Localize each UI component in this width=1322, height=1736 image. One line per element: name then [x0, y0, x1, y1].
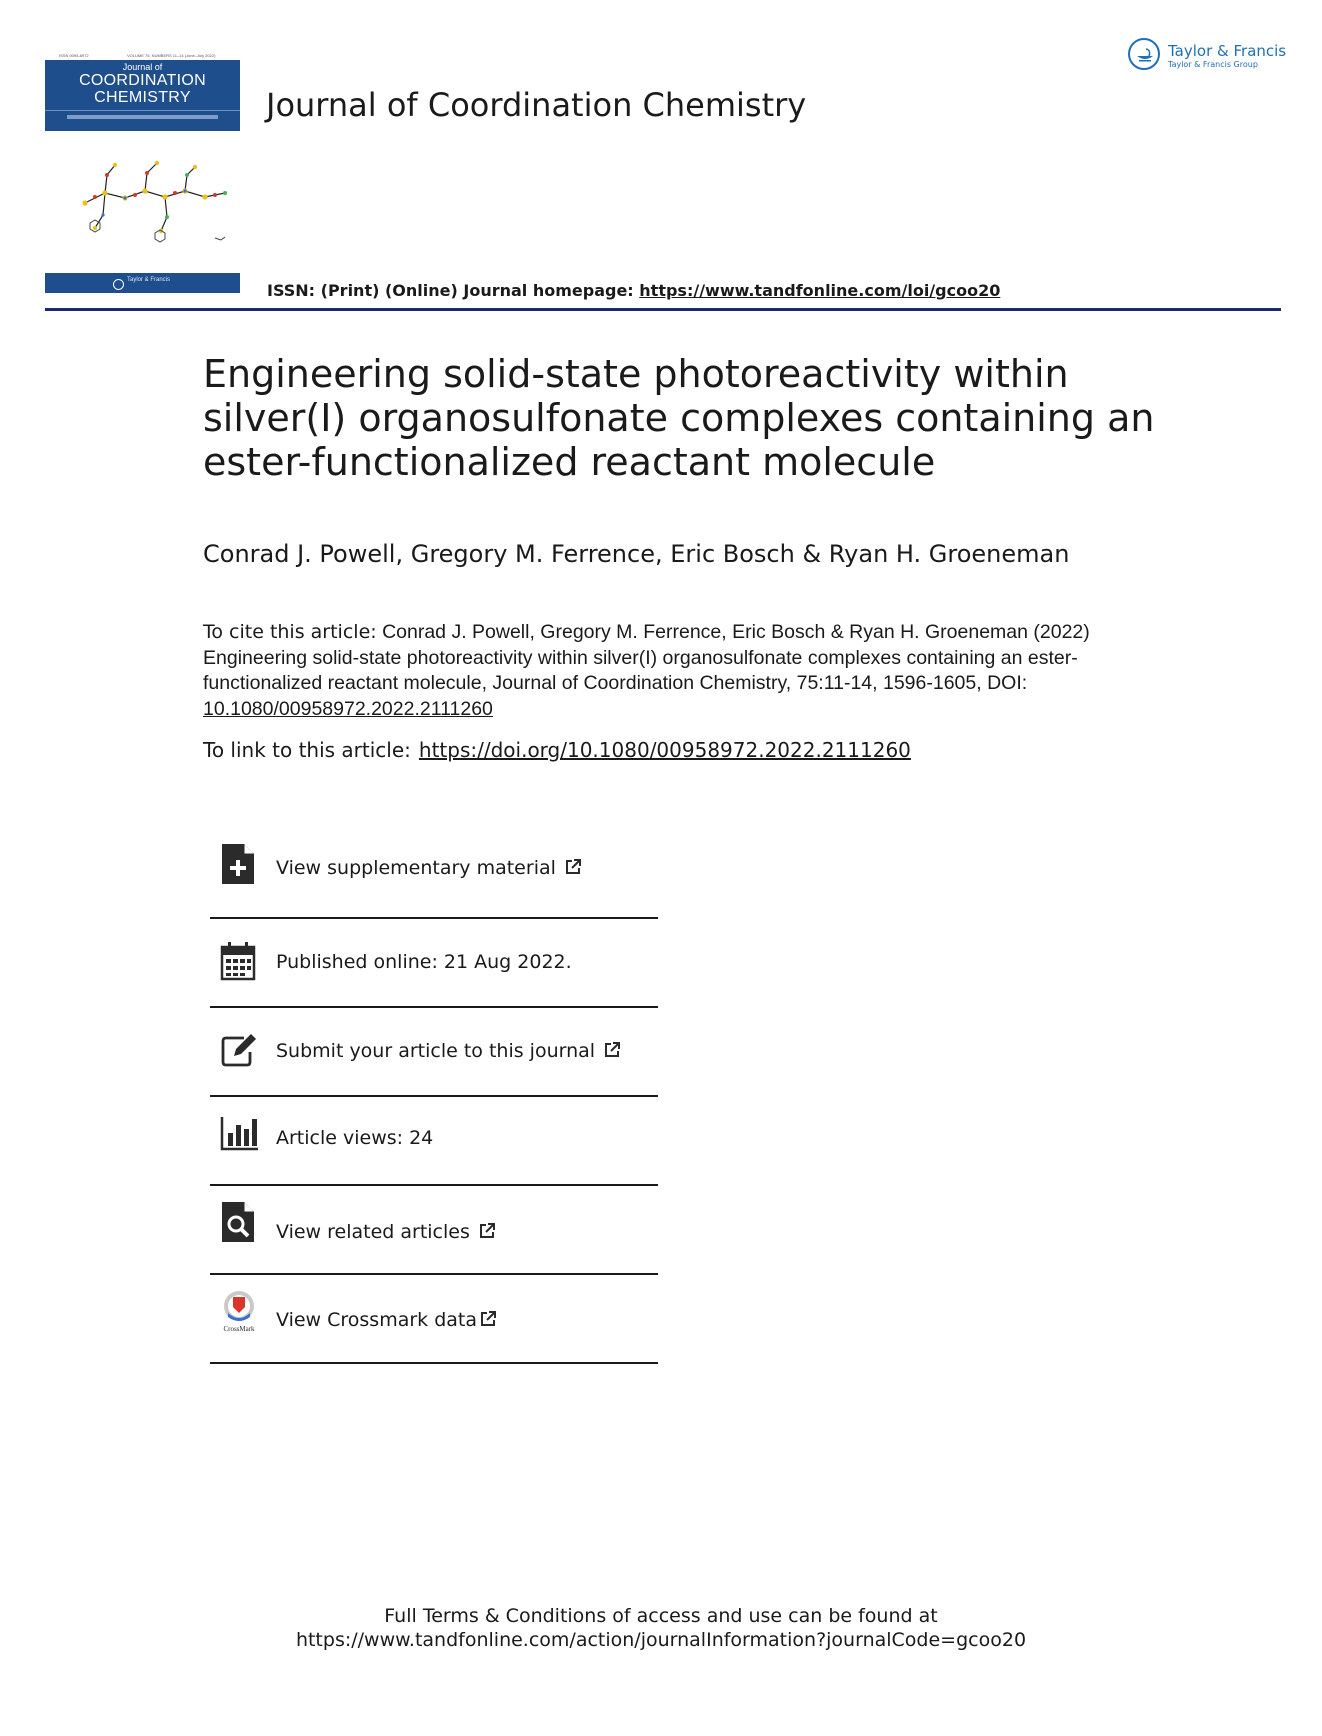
- issn-text: ISSN: (Print) (Online) Journal homepage:: [267, 281, 640, 300]
- citation-text: Conrad J. Powell, Gregory M. Ferrence, Eric Bosch & Ryan H. Groeneman (2022) Engineering solid-state photoreactivity within silver(I) organosulfonate complexes containing an ester-functionalized reactant molecule, Journal of Coordination Chemistry, 75:11-14, 1596-1605, DOI:: [203, 621, 1090, 694]
- crossmark-label: View Crossmark data: [276, 1309, 478, 1331]
- related-articles-label: View related articles: [276, 1221, 470, 1243]
- external-link-icon: [478, 1222, 496, 1240]
- article-info-list: [210, 830, 658, 1364]
- cover-volume: VOLUME 75, NUMBERS 11–14 (June–July 2022): [127, 53, 216, 58]
- citation-block: [203, 620, 1143, 722]
- article-views-row: [210, 1097, 658, 1186]
- crossmark-icon: [220, 1289, 258, 1333]
- submit-article-row[interactable]: [210, 1008, 658, 1097]
- article-title-line: Engineering solid-state photoreactivity within: [203, 352, 1069, 396]
- molecule-illustration: [75, 153, 235, 253]
- supplementary-material-link[interactable]: [276, 857, 582, 879]
- article-link-line: [203, 738, 911, 762]
- cover-publisher: Taylor & Francis: [127, 277, 171, 283]
- publisher-group: Taylor & Francis Group: [1168, 60, 1258, 69]
- search-file-icon: [220, 1200, 258, 1244]
- supplementary-material-label: View supplementary material: [276, 857, 556, 879]
- published-online-label: Published online: 21 Aug 2022.: [276, 951, 572, 973]
- external-link-icon: [603, 1041, 621, 1059]
- bar-chart-icon: [220, 1111, 258, 1155]
- cover-coordination: COORDINATION: [79, 72, 206, 89]
- crossmark-caption: CrossMark: [223, 1325, 255, 1333]
- terms-url[interactable]: https://www.tandfonline.com/action/journalInformation?journalCode=gcoo20: [295, 1629, 1027, 1651]
- crossmark-row[interactable]: [210, 1275, 658, 1364]
- related-articles-row[interactable]: [210, 1186, 658, 1275]
- publisher-logo[interactable]: [1128, 38, 1288, 78]
- article-authors: Conrad J. Powell, Gregory M. Ferrence, Eric Bosch & Ryan H. Groeneman: [203, 540, 1070, 568]
- calendar-icon: [220, 941, 258, 985]
- published-online-row: [210, 919, 658, 1008]
- header-divider: [45, 308, 1281, 311]
- terms-footer: [0, 1604, 1322, 1652]
- doi-link[interactable]: 10.1080/00958972.2022.2111260: [203, 697, 493, 720]
- external-link-icon: [479, 1310, 497, 1328]
- article-title-line: ester-functionalized reactant molecule: [203, 440, 936, 484]
- cover-title-band: [45, 60, 240, 110]
- journal-cover: [45, 53, 240, 293]
- cover-footer-band: [45, 273, 240, 293]
- article-views-label: Article views: 24: [276, 1127, 434, 1149]
- file-plus-icon: [220, 842, 258, 886]
- cover-journal-of: Journal of: [122, 62, 163, 72]
- article-link-label: To link to this article:: [203, 738, 411, 762]
- tf-lamp-icon: [1128, 38, 1160, 70]
- submit-article-label: Submit your article to this journal: [276, 1040, 596, 1062]
- terms-line: Full Terms & Conditions of access and use can be found at: [384, 1605, 938, 1627]
- cover-chemistry: CHEMISTRY: [94, 89, 191, 106]
- cover-publisher-icon: [113, 279, 124, 290]
- cover-subtitle-band: [45, 110, 240, 131]
- journal-homepage-link[interactable]: https://www.tandfonline.com/loi/gcoo20: [639, 281, 1001, 300]
- edit-icon: [220, 1030, 258, 1074]
- article-doi-url[interactable]: https://doi.org/10.1080/00958972.2022.2111260: [418, 738, 911, 762]
- external-link-icon: [564, 858, 582, 876]
- submit-article-link[interactable]: [276, 1040, 621, 1062]
- crossmark-link[interactable]: [276, 1309, 497, 1331]
- related-articles-link[interactable]: [276, 1221, 496, 1243]
- citation-label: To cite this article:: [203, 621, 377, 643]
- journal-title: Journal of Coordination Chemistry: [266, 86, 807, 124]
- supplementary-material-row[interactable]: [210, 830, 658, 919]
- publisher-name: Taylor & Francis: [1168, 42, 1287, 60]
- article-title-line: silver(I) organosulfonate complexes containing an: [203, 396, 1155, 440]
- issn-line: [267, 281, 1000, 300]
- article-title: [203, 352, 1203, 484]
- cover-issn: ISSN 0095-8972: [59, 53, 89, 58]
